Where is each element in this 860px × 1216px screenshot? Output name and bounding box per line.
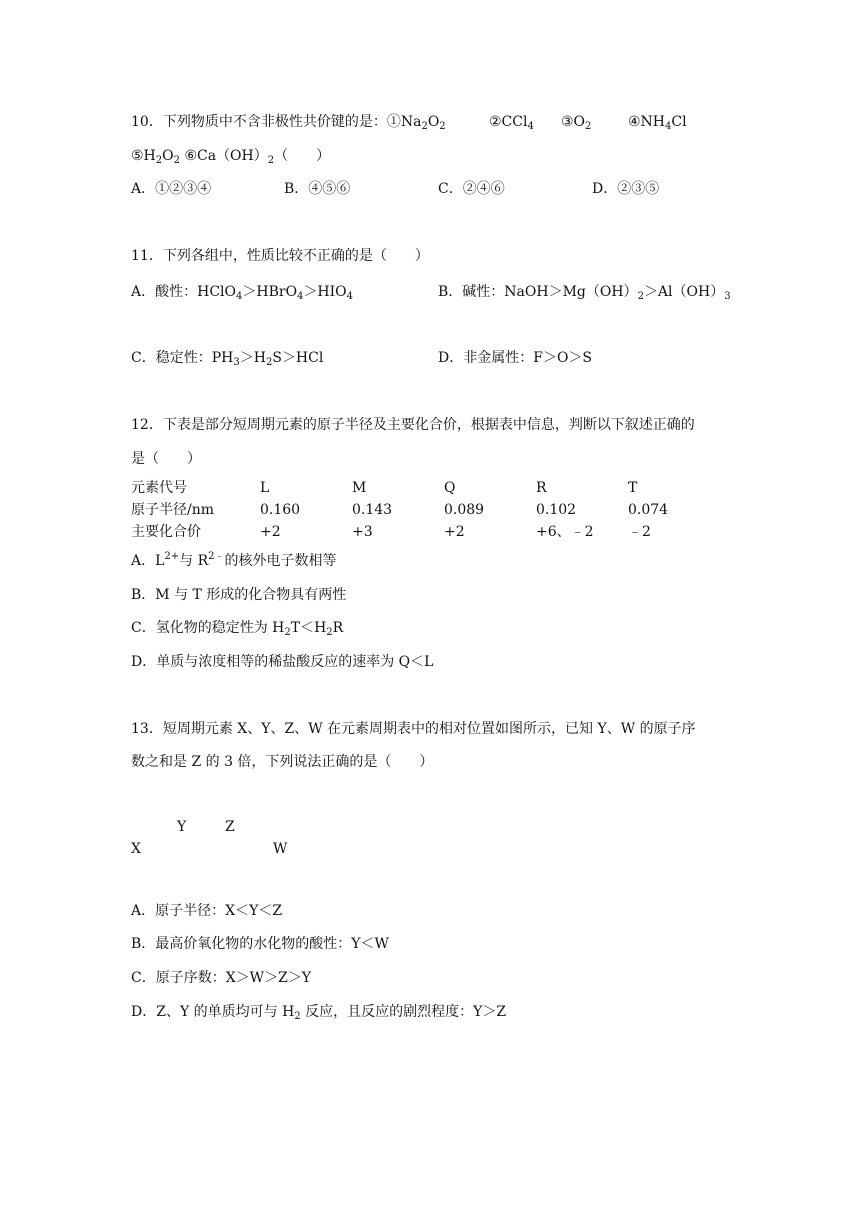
q10-option-d: D．②③⑤ (592, 181, 660, 197)
element-y: Y (177, 819, 187, 835)
q12-stem-line1: 12．下表是部分短周期元素的原子半径及主要化合价，根据表中信息，判断以下叙述正确的 (131, 417, 695, 433)
table-cell: +2 (444, 524, 465, 540)
q11-stem: 11．下列各组中，性质比较不正确的是（ ） (131, 248, 429, 264)
q11-option-c: C．稳定性：$PH_3>H_2S>HCl$ (131, 350, 324, 368)
q10-stem-line2 (131, 146, 330, 166)
q13-option-d: D．Z、Y 的单质均可与 $H_2$ 反应，且反应的剧烈程度：Y＞Z (131, 1004, 507, 1022)
table-cell: M (352, 480, 367, 496)
element-x: X (131, 841, 141, 857)
q11-option-a: A．酸性：$HClO_4>HBrO_4>HIO_4$ (131, 284, 354, 302)
q11-option-d: D．非金属性：F＞O＞S (438, 350, 593, 366)
table-cell: +2 (260, 524, 281, 540)
q10-option-b: B．④⑤⑥ (284, 181, 351, 197)
table-cell: +3 (352, 524, 373, 540)
q12-stem-line2: 是（ ） (131, 451, 201, 467)
table-cell: T (628, 480, 638, 496)
table-cell: ﹣2 (628, 524, 651, 540)
q10-item-2: ②CCl$_4$ (489, 114, 534, 132)
table-row-label: 元素代号 (131, 480, 187, 496)
table-cell: +6、﹣2 (536, 524, 594, 540)
table-cell: 0.143 (352, 502, 393, 518)
q10-item-4: $④NH_4Cl$ (628, 114, 687, 132)
q12-option-a: A．$L^{2+}$与 $R^{2﹣}$的核外电子数相等 (131, 551, 337, 569)
q13-option-b: B．最高价氧化物的水化物的酸性：Y＜W (131, 936, 389, 952)
q10-stem (131, 112, 446, 132)
q11-option-b: B．碱性：$NaOH>Mg(OH)_2>Al(OH)_3$ (438, 284, 731, 302)
q10-item-3: $③O_2$ (561, 114, 592, 132)
element-w: W (273, 841, 288, 857)
table-cell: 0.102 (536, 502, 577, 518)
table-cell: L (260, 480, 270, 496)
q10-option-a: A．①②③④ (131, 181, 212, 197)
q12-option-d: D．单质与浓度相等的稀盐酸反应的速率为 Q＜L (131, 654, 434, 670)
q13-option-c: C．原子序数：X＞W＞Z＞Y (131, 970, 312, 986)
q10-option-c: C．②④⑥ (438, 181, 505, 197)
q10-item-1: $①Na_2O_2$ (386, 114, 446, 132)
table-cell: 0.089 (444, 502, 485, 518)
q10-item-6: $⑥Ca(OH)_2$（ ） (184, 148, 331, 166)
table-cell: 0.074 (628, 502, 669, 518)
q13-option-a: A．原子半径：X＜Y＜Z (131, 903, 283, 919)
q13-stem-line2: 数之和是 Z 的 3 倍，下列说法正确的是（ ） (131, 754, 434, 770)
table-cell: Q (444, 480, 456, 496)
q12-option-b: B．M 与 T 形成的化合物具有两性 (131, 587, 347, 603)
q10-item-5: $⑤H_2O_2$ (131, 148, 180, 166)
table-cell: 0.160 (260, 502, 301, 518)
table-row-label: 主要化合价 (131, 524, 201, 540)
q10-stem-prefix: 10．下列物质中不含非极性共价键的是： (131, 114, 387, 130)
table-row-label: 原子半径/nm (131, 502, 215, 518)
element-z: Z (225, 819, 235, 835)
table-cell: R (536, 480, 547, 496)
q12-option-c: C．氢化物的稳定性为 $H_2T<H_2R$ (131, 620, 344, 638)
q13-stem-line1: 13．短周期元素 X、Y、Z、W 在元素周期表中的相对位置如图所示，已知 Y、W 的原子序 (131, 721, 696, 737)
